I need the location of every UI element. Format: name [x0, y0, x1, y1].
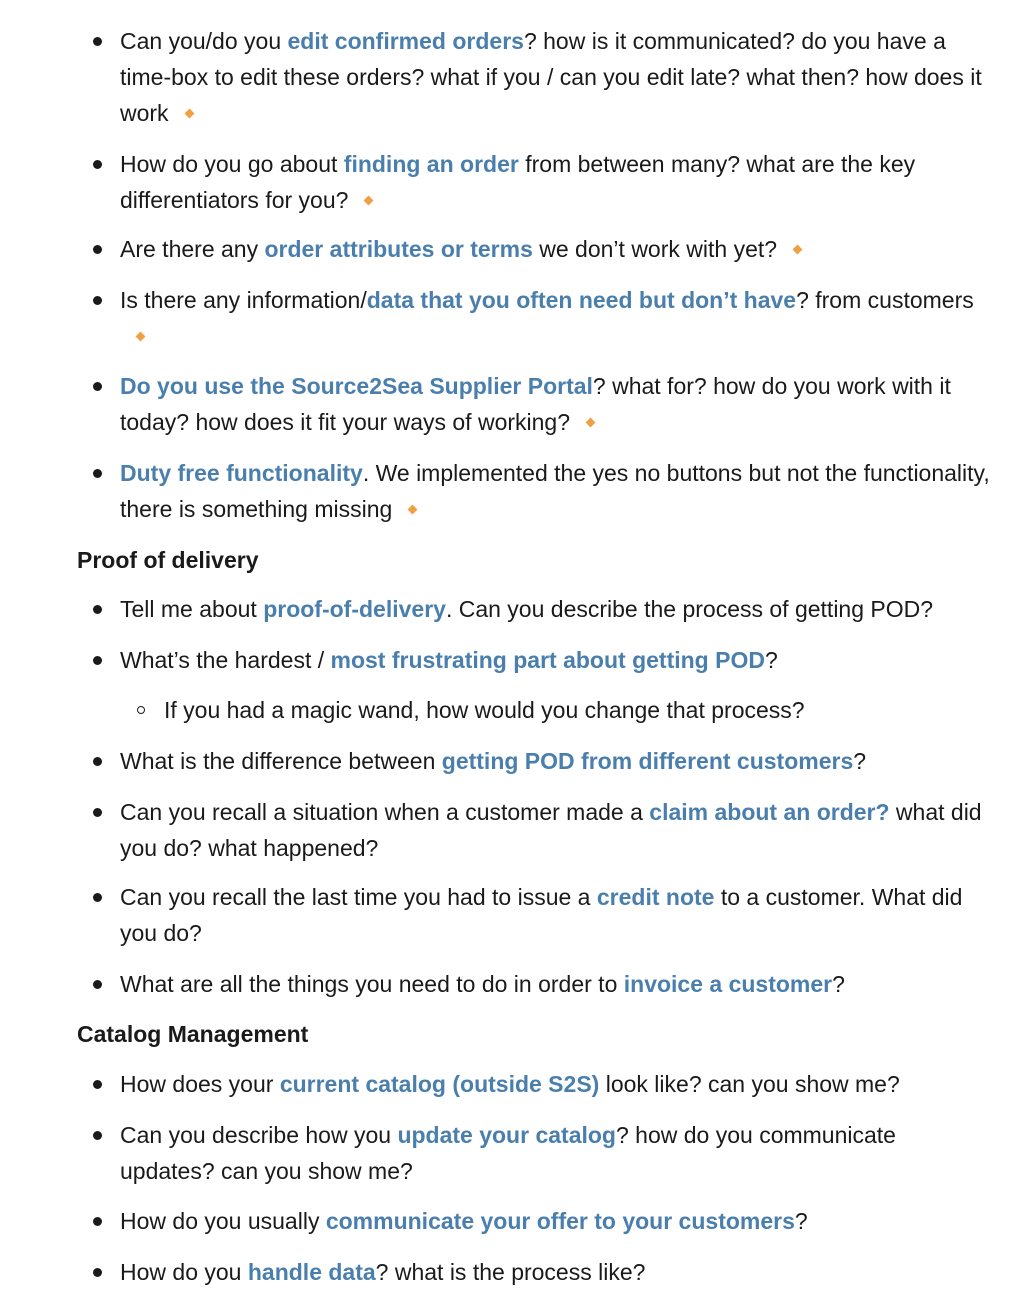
item-text: ? from customers	[796, 287, 974, 313]
item-text: ?	[794, 1208, 808, 1234]
list-item	[120, 146, 990, 218]
highlight-edit-confirmed-orders[interactable]: edit confirmed orders	[287, 28, 524, 54]
list-item	[120, 1066, 990, 1102]
item-text: ? how do you communicate updates? can you show me?	[120, 1122, 896, 1184]
list-item	[120, 642, 990, 678]
item-text: what did you do? what happened?	[120, 799, 982, 861]
item-text: ?	[832, 971, 845, 997]
list-item	[120, 966, 990, 1002]
list-item	[120, 879, 990, 951]
section-heading-pod: Proof of delivery	[77, 547, 259, 573]
bullet	[93, 656, 102, 665]
bullet	[93, 605, 102, 614]
highlight-finding-an-order[interactable]: finding an order	[343, 151, 519, 177]
highlight-handle-data[interactable]: handle data	[247, 1259, 376, 1285]
highlight-credit-note[interactable]: credit note	[596, 884, 715, 910]
comment-marker-icon[interactable]	[586, 418, 596, 428]
item-text: from between many? what are the key differentiators for you?	[120, 151, 916, 213]
bullet	[93, 808, 102, 817]
bullet	[93, 980, 102, 989]
item-text: How do you usually	[120, 1208, 326, 1234]
item-text: ? how is it communicated? do you have a time-box to edit these orders? what if you / can you edit late? what then? how does it work	[120, 28, 982, 126]
bullet	[93, 469, 102, 478]
item-text: Can you describe how you	[120, 1122, 398, 1148]
bullet	[93, 245, 102, 254]
list-item	[120, 282, 990, 354]
highlight-proof-of-delivery[interactable]: proof-of-delivery	[263, 596, 446, 622]
comment-marker-icon[interactable]	[793, 245, 803, 255]
item-text: Can you recall the last time you had to issue a	[120, 884, 597, 910]
highlight-communicate-offer[interactable]: communicate your offer to your customers	[325, 1208, 795, 1234]
list-item	[120, 1203, 990, 1239]
item-text: . Can you describe the process of getting POD?	[445, 596, 934, 622]
item-text: Can you/do you	[120, 28, 288, 54]
item-text: Can you recall a situation when a customer made a	[120, 799, 650, 825]
list-item	[120, 1254, 990, 1290]
bullet	[93, 1131, 102, 1140]
section-heading-catalog: Catalog Management	[77, 1021, 309, 1047]
sub-bullet	[137, 706, 145, 714]
sub-list-item	[164, 692, 984, 728]
item-text: What are all the things you need to do in order to	[120, 971, 624, 997]
highlight-frustrating-pod[interactable]: most frustrating part about getting POD	[330, 647, 765, 673]
list-item	[120, 743, 990, 779]
bullet	[93, 296, 102, 305]
highlight-update-catalog[interactable]: update your catalog	[397, 1122, 616, 1148]
list-item	[120, 1117, 990, 1189]
list-item	[120, 23, 990, 131]
comment-marker-icon[interactable]	[136, 332, 146, 342]
bullet	[93, 1217, 102, 1226]
list-item	[120, 591, 990, 627]
highlight-supplier-portal[interactable]: Do you use the Source2Sea Supplier Portal	[120, 373, 593, 399]
bullet	[93, 893, 102, 902]
item-text: How do you go about	[120, 151, 344, 177]
comment-marker-icon[interactable]	[408, 505, 418, 515]
item-text: How do you	[120, 1259, 248, 1285]
item-text: we don’t work with yet?	[532, 236, 778, 262]
bullet	[93, 37, 102, 46]
comment-marker-icon[interactable]	[364, 196, 374, 206]
highlight-duty-free[interactable]: Duty free functionality	[120, 460, 363, 486]
item-text: ?	[764, 647, 778, 673]
highlight-missing-data[interactable]: data that you often need but don’t have	[366, 287, 797, 313]
highlight-claim[interactable]: claim about an order?	[649, 799, 890, 825]
item-text: ?	[853, 748, 867, 774]
item-text: What is the difference between	[120, 748, 442, 774]
bullet	[93, 1080, 102, 1089]
item-text: . We implemented the yes no buttons but not the functionality, there is something missing	[120, 460, 990, 522]
item-text: to a customer. What did you do?	[120, 884, 963, 946]
item-text: ? what for? how do you work with it today? how does it fit your ways of working?	[120, 373, 951, 435]
item-text: ? what is the process like?	[375, 1259, 646, 1285]
bullet	[93, 1268, 102, 1277]
item-text: Tell me about	[120, 596, 264, 622]
comment-marker-icon[interactable]	[184, 109, 194, 119]
item-text: look like? can you show me?	[599, 1071, 900, 1097]
item-text: How does your	[120, 1071, 280, 1097]
bullet	[93, 382, 102, 391]
highlight-order-attributes[interactable]: order attributes or terms	[264, 236, 533, 262]
highlight-current-catalog[interactable]: current catalog (outside S2S)	[279, 1071, 600, 1097]
bullet	[93, 757, 102, 766]
highlight-pod-customers[interactable]: getting POD from different customers	[441, 748, 854, 774]
bullet	[93, 160, 102, 169]
list-item	[120, 368, 990, 440]
list-item	[120, 455, 990, 527]
item-text: Is there any information/	[120, 287, 367, 313]
list-item	[120, 794, 990, 866]
item-text: What’s the hardest /	[120, 647, 331, 673]
item-text: If you had a magic wand, how would you change that process?	[164, 697, 805, 723]
list-item	[120, 231, 990, 267]
highlight-invoice[interactable]: invoice a customer	[623, 971, 833, 997]
item-text: Are there any	[120, 236, 265, 262]
